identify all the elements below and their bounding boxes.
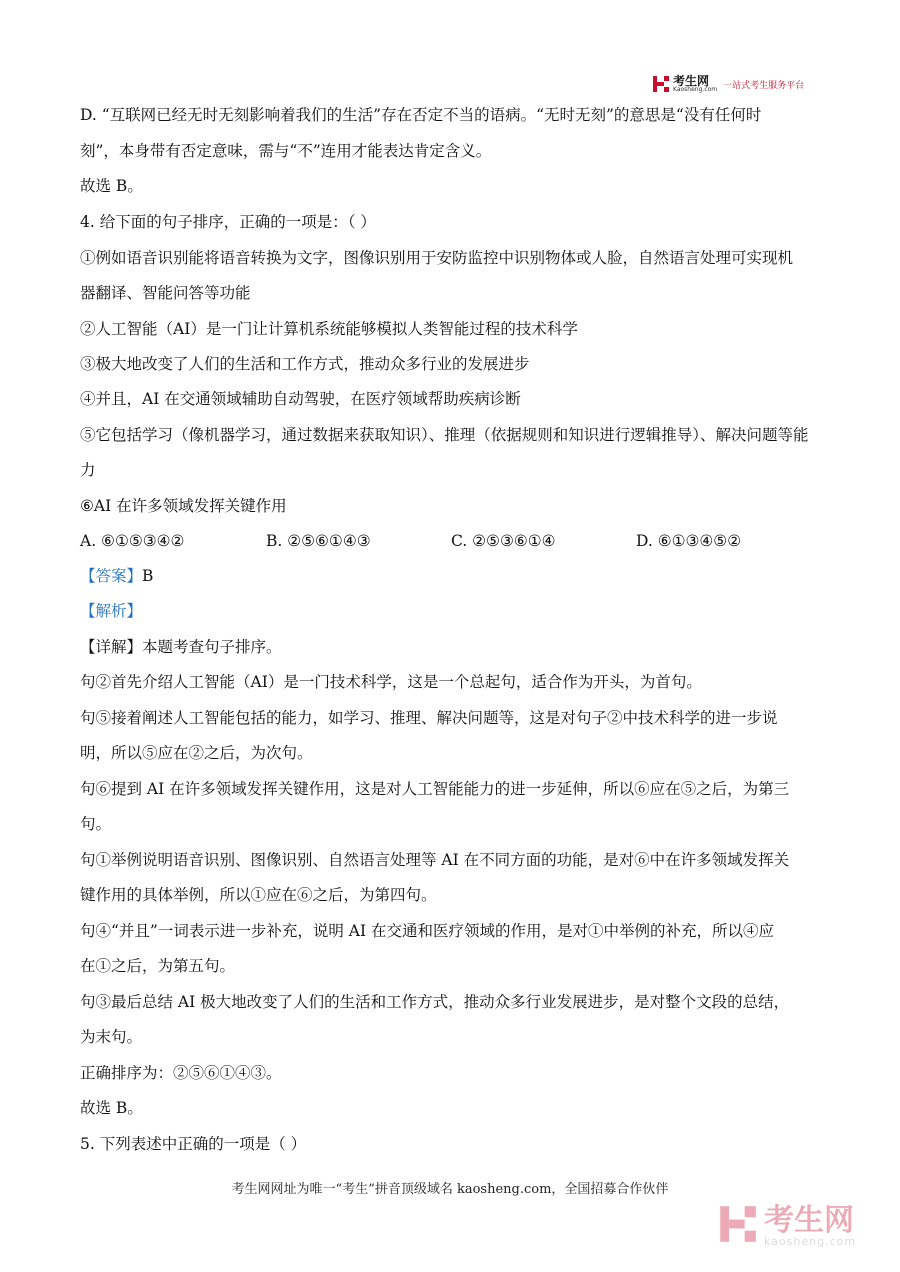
kaosheng-logo-icon	[652, 75, 670, 93]
watermark	[718, 1196, 888, 1256]
detail-line: 键作用的具体举例，所以①应在⑥之后，为第四句。	[80, 886, 437, 904]
detail-line: 句。	[80, 815, 112, 833]
detail-line: 明，所以⑤应在②之后，为次句。	[80, 744, 313, 762]
detail-line: 句⑤接着阐述人工智能包括的能力，如学习、推理、解决问题等，这是对句子②中技术科学的进一步说	[80, 709, 778, 727]
detail-line: 句⑥提到 AI 在许多领域发挥关键作用，这是对人工智能能力的进一步延伸，所以⑥应在⑤之后，为第三	[80, 780, 790, 798]
watermark-logo-icon	[718, 1202, 758, 1250]
detail-line: 句③最后总结 AI 极大地改变了人们的生活和工作方式，推动众多行业发展进步，是对整个文段的总结，	[80, 993, 790, 1011]
answer-line	[80, 565, 153, 587]
detail-line: 句①举例说明语音识别、图像识别、自然语言处理等 AI 在不同方面的功能，是对⑥中在许多领域发挥关	[80, 851, 790, 869]
sentence-4: ④并且，AI 在交通领域辅助自动驾驶，在医疗领域帮助疾病诊断	[80, 390, 521, 408]
detail-line: 正确排序为：②⑤⑥①④③。	[80, 1064, 282, 1082]
option-d: D. ⑥①③④⑤②	[636, 532, 742, 550]
text-line: 刻”，本身带有否定意味，需与“不”连用才能表达肯定含义。	[80, 142, 492, 160]
watermark-domain: kaosheng.com	[764, 1234, 857, 1248]
option-b: B. ②⑤⑥①④③	[266, 532, 371, 550]
text-line: D. “互联网已经无时无刻影响着我们的生活”存在否定不当的语病。“无时无刻”的意思是“没有任何时	[80, 106, 762, 124]
sentence-6: ⑥AI 在许多领域发挥关键作用	[80, 497, 287, 515]
question-4-stem: 4. 给下面的句子排序，正确的一项是：（ ）	[80, 213, 376, 231]
page-footer: 考生网网址为唯一“考生”拼音顶级域名 kaosheng.com，全国招募合作伙伴	[231, 1182, 669, 1197]
logo-domain: Kaosheng.com	[673, 86, 718, 93]
text-line: 故选 B。	[80, 177, 143, 195]
sentence-5: ⑤它包括学习（像机器学习，通过数据来获取知识）、推理（依据规则和知识进行逻辑推导）、解决问题等能	[80, 426, 809, 444]
detail-line: 句②首先介绍人工智能（AI）是一门技术科学，这是一个总起句，适合作为开头，为首句。	[80, 673, 702, 691]
header-logo	[652, 72, 847, 96]
detail-line: 【详解】本题考查句子排序。	[80, 638, 282, 656]
detail-line: 为末句。	[80, 1028, 143, 1046]
watermark-name: 考生网	[764, 1202, 854, 1238]
detail-line: 在①之后，为第五句。	[80, 957, 236, 975]
option-a: A. ⑥①⑤③④②	[80, 532, 185, 550]
answer-value: B	[142, 567, 154, 585]
detail-line: 句④“并且”一词表示进一步补充，说明 AI 在交通和医疗领域的作用，是对①中举例的补充，所以④应	[80, 922, 775, 940]
option-c: C. ②⑤③⑥①④	[451, 532, 556, 550]
sentence-3: ③极大地改变了人们的生活和工作方式，推动众多行业的发展进步	[80, 355, 530, 373]
question-5-stem: 5. 下列表述中正确的一项是（ ）	[80, 1135, 307, 1153]
logo-slogan: 一站式考生服务平台	[723, 80, 805, 91]
analysis-tag: 【解析】	[80, 602, 143, 620]
sentence-1: ①例如语音识别能将语音转换为文字，图像识别用于安防监控中识别物体或人脸，自然语言处理可实现机	[80, 249, 794, 267]
logo-name: 考生网	[673, 74, 710, 88]
sentence-5-cont: 力	[80, 461, 96, 479]
answer-tag: 【答案】	[80, 567, 143, 585]
sentence-2: ②人工智能（AI）是一门让计算机系统能够模拟人类智能过程的技术科学	[80, 320, 578, 338]
detail-line: 故选 B。	[80, 1099, 143, 1117]
sentence-1-cont: 器翻译、智能问答等功能	[80, 284, 251, 302]
